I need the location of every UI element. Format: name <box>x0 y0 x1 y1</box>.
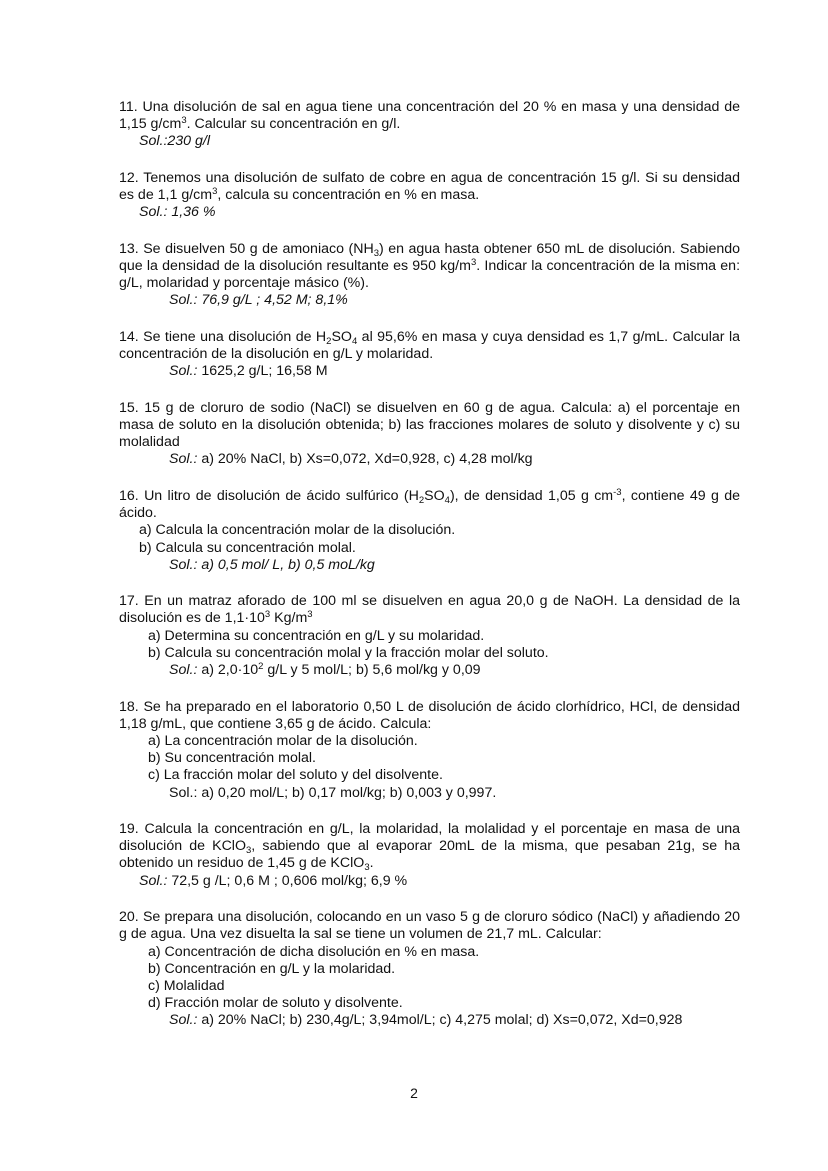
solution: Sol.: a) 20% NaCl; b) 230,4g/L; 3,94mol/L; c) 4,275 molal; d) Xs=0,072, Xd=0,928 <box>169 1012 683 1029</box>
list-item: a) La concentración molar de la disolución. <box>148 732 418 749</box>
problem-17 <box>119 593 740 679</box>
list-item: d) Fracción molar de soluto y disolvente. <box>148 995 403 1012</box>
problem-14 <box>119 329 740 381</box>
list-item: a) Calcula la concentración molar de la disolución. <box>139 522 456 539</box>
list-item: b) Calcula su concentración molal y la fracción molar del soluto. <box>148 644 549 661</box>
problem-19 <box>119 821 740 890</box>
list-item: c) Molalidad <box>148 978 225 994</box>
problem-statement: 12. Tenemos una disolución de sulfato de cobre en agua de concentración 15 g/l. Si su densidad es de 1,1 $g/cm^3$, calcula su concentración en % en masa. <box>119 169 740 204</box>
problem-20 <box>119 909 740 1029</box>
problem-13 <box>119 241 740 310</box>
problem-statement: 19. Calcula la concentración en g/L, la molaridad, la molalidad y el porcentaje en masa de una disolución de KClO$_3$, sabiendo que al evaporar 20mL de la misma, que pesaban 21g, se ha obtenido un residuo de 1,45 g de KClO$_3$. <box>119 821 740 874</box>
solution: Sol.: 1625,2 g/L; 16,58 M <box>169 363 328 380</box>
problem-statement: 11. Una disolución de sal en agua tiene una concentración del 20 % en masa y una densidad de 1,15 $g/cm^3$. Calcular su concentración en g/l. <box>119 99 740 133</box>
problem-16 <box>119 488 740 574</box>
problem-12 <box>119 170 740 222</box>
problem-statement: 20. Se prepara una disolución, colocando en un vaso 5 g de cloruro sódico (NaCl) y añadiendo 20 g de agua. Una vez disuelta la sal se tiene un volumen de 21,7 mL. Calcular: <box>119 909 740 943</box>
list-item: b) Su concentración molal. <box>148 750 316 767</box>
problem-15 <box>119 400 740 469</box>
list-item: a) Concentración de dicha disolución en % en masa. <box>148 943 480 960</box>
solution: Sol.: a) $2,0\cdot 10^2$ g/L y 5 mol/L; b) 5,6 mol/kg y 0,09 <box>169 661 481 679</box>
problem-18 <box>119 699 740 802</box>
solution: Sol.: 76,9 g/L ; 4,52 M; 8,1% <box>169 292 348 309</box>
problem-statement: 13. Se disuelven 50 g de amoniaco $(NH_3)$ en agua hasta obtener 650 mL de disolución. Sabiendo que la densidad de la disolución resultante es 950 $kg/m^3$. Indicar la concentración de la misma en: g/L, molaridad y porcentaje másico (%). <box>119 240 741 292</box>
document-page <box>119 99 740 1049</box>
problem-statement: 18. Se ha preparado en el laboratorio 0,50 L de disolución de ácido clorhídrico, HCl, de densidad 1,18 g/mL, que contiene 3,65 g de ácido. Calcula: <box>119 698 740 732</box>
list-item: c) La fracción molar del soluto y del disolvente. <box>148 767 443 784</box>
solution: Sol.: 1,36 % <box>139 204 216 221</box>
problem-statement: 15. 15 g de cloruro de sodio (NaCl) se disuelven en 60 g de agua. Calcula: a) el porcentaje en masa de soluto en la disolución obtenida; b) las fracciones molares de soluto y disolvente y c) su molalidad <box>119 399 740 451</box>
solution: Sol.: a) 20% NaCl, b) Xs=0,072, Xd=0,928, c) 4,28 mol/kg <box>169 451 533 468</box>
solution: Sol.: a) 0,20 mol/L; b) 0,17 mol/kg; b) 0,003 y 0,997. <box>169 784 497 801</box>
problem-11 <box>119 99 740 151</box>
page-number: 2 <box>410 1085 418 1101</box>
list-item: b) Calcula su concentración molal. <box>139 539 356 556</box>
list-item: a) Determina su concentración en g/L y su molaridad. <box>148 627 485 644</box>
problem-statement: 16. Un litro de disolución de ácido sulfúrico $(H_2SO_4)$, de densidad 1,05 g $cm^{-3}$, contiene 49 g de ácido. <box>119 486 740 522</box>
solution: Sol.: a) 0,5 mol/ L, b) 0,5 moL/kg <box>169 556 375 573</box>
solution: Sol.: 72,5 g /L; 0,6 M ; 0,606 mol/kg; 6,9 % <box>139 872 408 889</box>
problem-statement: 14. Se tiene una disolución de $H_2SO_4$ al 95,6% en masa y cuya densidad es 1,7 g/mL. Calcular la concentración de la disolución en g/L y molaridad. <box>119 328 740 363</box>
problem-statement: 17. En un matraz aforado de 100 ml se disuelven en agua 20,0 g de NaOH. La densidad de la disolución es de $1,1\cdot 10^3$ $Kg/m^3$ <box>119 593 740 627</box>
solution: Sol.:230 g/l <box>139 133 210 150</box>
list-item: b) Concentración en g/L y la molaridad. <box>148 960 396 977</box>
